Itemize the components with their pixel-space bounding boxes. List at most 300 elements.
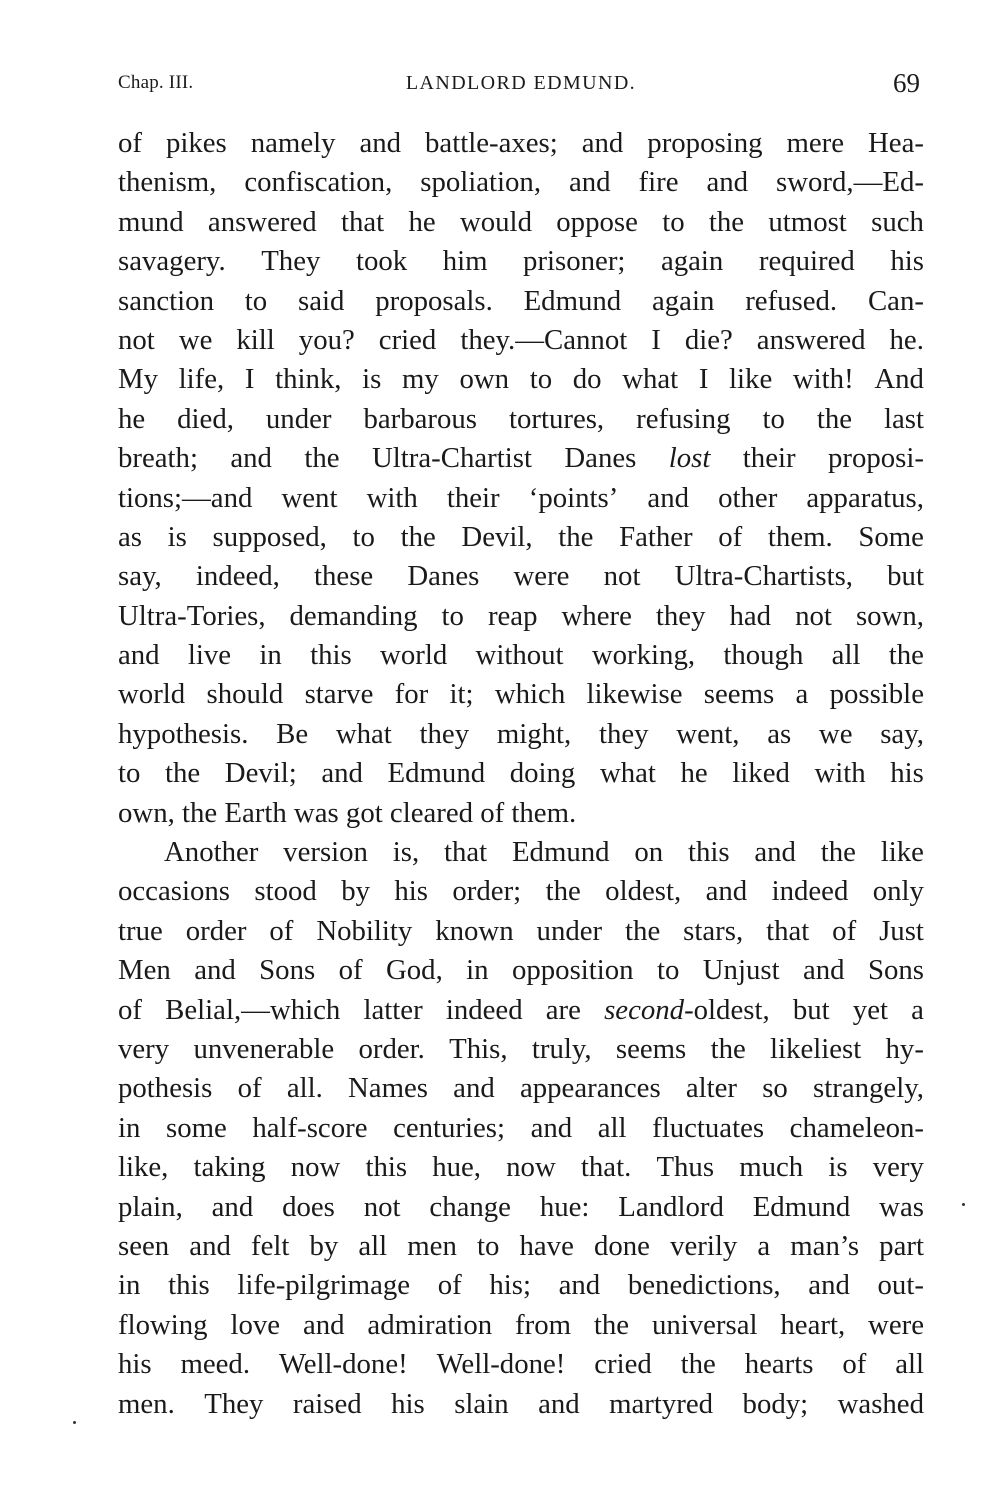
word: slain	[454, 1387, 509, 1420]
word: you?	[298, 323, 355, 356]
word: their	[742, 442, 796, 475]
word: fluctuates	[652, 1111, 765, 1144]
word: that	[766, 914, 810, 947]
word: hue:	[539, 1190, 590, 1223]
word: die?	[684, 323, 733, 356]
word: to	[244, 284, 268, 317]
word: Well-done!	[278, 1348, 408, 1381]
text-line	[118, 794, 924, 833]
word: him	[442, 245, 488, 278]
text-line	[118, 1069, 924, 1108]
word: barbarous	[363, 402, 477, 435]
word: the	[400, 520, 436, 553]
word: tortures,	[508, 402, 605, 435]
word: was	[879, 1190, 924, 1223]
word: would	[459, 205, 532, 238]
word: went	[281, 481, 338, 514]
word: Ultra-Tories,	[118, 599, 266, 632]
word: Some	[858, 520, 924, 553]
word: Can-	[867, 284, 924, 317]
word: Ultra-Chartists,	[674, 560, 853, 593]
word: again	[660, 245, 724, 278]
word: all.	[286, 1072, 323, 1105]
word: they	[419, 717, 470, 750]
word: occasions	[118, 875, 230, 908]
word: utmost	[768, 205, 847, 238]
chapter-label: Chap. III.	[118, 72, 194, 93]
text-line	[118, 833, 924, 872]
word: this	[310, 639, 352, 672]
text-line	[118, 1148, 924, 1187]
word: in	[259, 639, 282, 672]
word: own	[459, 363, 510, 396]
word: order;	[452, 875, 522, 908]
word: these	[314, 560, 374, 593]
word: the	[820, 836, 856, 869]
word: likewise	[586, 678, 683, 711]
word: to	[118, 757, 141, 790]
body-text	[118, 124, 924, 1424]
word: with	[814, 757, 866, 790]
word: and	[581, 127, 624, 159]
word: the	[165, 757, 201, 790]
word: in	[118, 1111, 141, 1144]
word: My	[118, 363, 159, 396]
word: by	[309, 1229, 339, 1262]
text-line	[118, 360, 924, 399]
word: battle-axes;	[425, 127, 558, 159]
word: should	[206, 678, 284, 711]
word: world	[118, 678, 186, 711]
word: only	[872, 875, 924, 908]
word: the	[304, 442, 340, 475]
word: under	[265, 402, 332, 435]
word: like	[880, 836, 924, 869]
word: such	[871, 205, 924, 238]
word: their	[446, 481, 500, 514]
word: the	[710, 1032, 746, 1065]
text-line	[118, 282, 924, 321]
word: Edmund	[387, 757, 486, 790]
word: I	[244, 363, 255, 396]
word: oldest,	[605, 875, 682, 908]
word: other	[718, 481, 778, 514]
word: centuries;	[393, 1111, 506, 1144]
text-line	[118, 597, 924, 636]
word: taking	[193, 1151, 266, 1184]
word: and	[194, 954, 236, 987]
word: much	[739, 1151, 804, 1184]
word: without	[475, 639, 564, 672]
word: felt	[250, 1229, 290, 1262]
word: of	[118, 993, 142, 1026]
word: change	[429, 1190, 511, 1223]
word: again	[652, 284, 715, 317]
line-text: own, the Earth was got cleared of them.	[118, 796, 577, 829]
word: Names	[348, 1072, 428, 1105]
word: likeliest	[770, 1032, 862, 1065]
word: stars,	[683, 914, 744, 947]
word: where	[561, 599, 632, 632]
word: like,	[118, 1151, 169, 1184]
word: of	[118, 127, 142, 159]
word: and	[538, 1387, 580, 1420]
word: the	[558, 520, 594, 553]
text-line	[118, 400, 924, 439]
word: by	[341, 875, 370, 908]
word: he	[408, 205, 436, 238]
word: required	[758, 245, 855, 278]
word: for	[394, 678, 429, 711]
word: fire	[638, 166, 679, 199]
word: is	[167, 520, 187, 553]
word: of	[269, 914, 294, 947]
word: prisoner;	[523, 245, 626, 278]
italic-word: second	[604, 993, 685, 1026]
word: love	[230, 1308, 281, 1341]
word: Unjust	[702, 954, 780, 987]
word: refusing	[636, 402, 731, 435]
word: strangely,	[813, 1072, 924, 1105]
word: admiration	[367, 1308, 493, 1341]
word: supposed,	[212, 520, 327, 553]
word: to	[352, 520, 375, 553]
word: chameleon-	[789, 1111, 924, 1144]
word: of	[237, 1072, 262, 1105]
word: this	[687, 836, 730, 869]
word: Be	[276, 717, 309, 750]
word: a	[757, 1229, 771, 1262]
word: the	[888, 639, 924, 672]
word: and	[808, 1269, 850, 1302]
word: is,	[392, 836, 420, 869]
word: have	[519, 1229, 574, 1262]
word: This,	[449, 1032, 508, 1065]
word: what	[335, 717, 392, 750]
word: ‘points’	[528, 481, 619, 514]
word: breath;	[118, 442, 198, 475]
word: cried	[594, 1348, 652, 1381]
word: hypothesis.	[118, 717, 249, 750]
word: to	[441, 599, 464, 632]
word: unvenerable	[193, 1032, 335, 1065]
italic-word: lost	[668, 442, 711, 475]
word: order	[185, 914, 247, 947]
word: that	[443, 836, 488, 869]
word: all	[831, 639, 861, 672]
word: had	[729, 599, 772, 632]
word: Edmund	[752, 1190, 851, 1223]
word: with!	[792, 363, 854, 396]
word: Sons	[259, 954, 316, 987]
word: flowing	[118, 1308, 208, 1341]
word: plain,	[118, 1190, 183, 1223]
word: mund	[118, 205, 184, 238]
word: half-score	[252, 1111, 368, 1144]
word: so	[762, 1072, 788, 1105]
word: God,	[385, 954, 443, 987]
text-line	[118, 1227, 924, 1266]
word: his	[890, 757, 924, 790]
word: body;	[742, 1387, 809, 1420]
word: to	[476, 1229, 500, 1262]
margin-speck	[73, 1421, 76, 1424]
word: hearts	[744, 1348, 814, 1381]
word: the	[625, 914, 661, 947]
word: the	[680, 1348, 716, 1381]
word: as	[767, 717, 792, 750]
word: sown,	[855, 599, 924, 632]
word: and	[302, 1308, 345, 1341]
text-line	[118, 203, 924, 242]
word: men	[407, 1229, 457, 1262]
word: took	[355, 245, 408, 278]
word	[669, 439, 711, 478]
word: do	[572, 363, 602, 396]
word: And	[874, 363, 924, 396]
word: though	[723, 639, 804, 672]
word: not	[118, 323, 155, 356]
word: might,	[496, 717, 572, 750]
word: my	[402, 363, 439, 396]
word: confiscation,	[244, 166, 393, 199]
word: Devil;	[224, 757, 297, 790]
word: proposing	[647, 127, 763, 159]
word: working,	[591, 639, 696, 672]
word: to	[656, 954, 680, 987]
text-line	[118, 754, 924, 793]
page-number: 69	[893, 68, 920, 98]
word: and	[802, 954, 845, 987]
word: demanding	[289, 599, 418, 632]
word: are	[545, 993, 581, 1026]
word: opposition	[511, 954, 634, 987]
word: his	[391, 1387, 425, 1420]
word: man’s	[790, 1229, 860, 1262]
word: verily	[670, 1229, 738, 1262]
word: indeed	[771, 875, 849, 908]
word: we	[178, 323, 213, 356]
word: does	[282, 1190, 335, 1223]
word: what	[599, 757, 656, 790]
word: under	[536, 914, 603, 947]
word: pikes	[165, 127, 227, 159]
text-line	[118, 636, 924, 675]
text-line	[118, 951, 924, 990]
word: thenism,	[118, 166, 217, 199]
word: pothesis	[118, 1072, 213, 1105]
word: that.	[580, 1151, 632, 1184]
word: and	[359, 127, 402, 159]
word: all	[597, 1111, 627, 1144]
word: we	[818, 717, 853, 750]
word: seems	[615, 1032, 687, 1065]
word: he.	[889, 323, 924, 356]
word: now	[506, 1151, 556, 1184]
text-line	[118, 1385, 924, 1424]
word: some	[165, 1111, 227, 1144]
running-head	[118, 70, 924, 104]
word: now	[290, 1151, 341, 1184]
word: think,	[275, 363, 342, 396]
word: of	[437, 1269, 462, 1302]
text-line	[118, 124, 924, 163]
word: of	[338, 954, 363, 987]
text-line	[118, 439, 924, 478]
word: refused.	[745, 284, 838, 317]
word: to	[762, 402, 785, 435]
text-line	[118, 1345, 924, 1384]
word: indeed	[445, 993, 523, 1026]
word: Danes	[407, 560, 480, 593]
word: latter	[363, 993, 423, 1026]
word: second-oldest,	[604, 993, 770, 1026]
margin-speck	[962, 1203, 965, 1206]
word: not	[363, 1190, 401, 1223]
word: martyred	[609, 1387, 714, 1420]
word: like	[729, 363, 773, 396]
word: Sons	[867, 954, 924, 987]
word: were	[513, 560, 570, 593]
text-line	[118, 872, 924, 911]
word: world	[380, 639, 448, 672]
word: in	[466, 954, 489, 987]
word: spoliation,	[420, 166, 542, 199]
word: not	[795, 599, 832, 632]
word: done	[593, 1229, 650, 1262]
word: mere	[786, 127, 845, 159]
word: cried	[378, 323, 437, 356]
text-line	[118, 912, 924, 951]
text-line	[118, 1188, 924, 1227]
word: reap	[487, 599, 538, 632]
word: Another	[164, 836, 259, 869]
word: and	[230, 442, 272, 475]
word: all	[358, 1229, 388, 1262]
word: alter	[685, 1072, 738, 1105]
word: it;	[449, 678, 474, 711]
word: and	[453, 1072, 495, 1105]
word: of	[718, 520, 743, 553]
word: the	[593, 1308, 630, 1341]
word: Edmund	[511, 836, 610, 869]
word: seems	[703, 678, 775, 711]
word: seen	[118, 1229, 170, 1262]
text-line	[118, 1266, 924, 1305]
word: died,	[177, 402, 234, 435]
word: he	[118, 402, 146, 435]
text-line	[118, 479, 924, 518]
word: very	[872, 1151, 924, 1184]
word: truly,	[531, 1032, 592, 1065]
word: his;	[489, 1269, 531, 1302]
word: they	[655, 599, 706, 632]
word: Landlord	[618, 1190, 724, 1223]
text-line	[118, 242, 924, 281]
word: went,	[676, 717, 740, 750]
word: Just	[879, 914, 924, 947]
word: say,	[880, 717, 924, 750]
word: but	[792, 993, 830, 1026]
word: apparatus,	[806, 481, 924, 514]
word: true	[118, 914, 163, 947]
word: in	[118, 1269, 141, 1302]
word: answered	[756, 323, 866, 356]
word: stood	[254, 875, 317, 908]
word: I	[698, 363, 709, 396]
text-line	[118, 1030, 924, 1069]
word: indeed,	[195, 560, 280, 593]
word: They	[261, 245, 321, 278]
word: as	[118, 520, 142, 553]
word: and	[189, 1229, 231, 1262]
word: life,	[178, 363, 225, 396]
word: answered	[207, 205, 317, 238]
word: his	[394, 875, 428, 908]
word: order.	[358, 1032, 425, 1065]
word: a	[795, 678, 809, 711]
word: Belial,—which	[165, 993, 341, 1026]
word: appearances	[519, 1072, 661, 1105]
word: a	[911, 993, 924, 1026]
word: last	[883, 402, 924, 435]
word: they.—Cannot	[460, 323, 628, 356]
text-line	[118, 1306, 924, 1345]
word: his	[890, 245, 924, 278]
word: the	[708, 205, 745, 238]
word: Ultra-Chartist	[372, 442, 532, 475]
word: known	[435, 914, 514, 947]
word: Danes	[564, 442, 637, 475]
word: that	[340, 205, 385, 238]
word: doing	[509, 757, 576, 790]
word: of	[832, 914, 857, 947]
word: this	[168, 1269, 210, 1302]
word: and	[568, 166, 611, 199]
word: but	[887, 560, 924, 593]
word: Well-done!	[436, 1348, 566, 1381]
running-title: LANDLORD EDMUND.	[405, 72, 637, 94]
word: the	[545, 875, 581, 908]
word: version	[283, 836, 368, 869]
word: is	[828, 1151, 848, 1184]
word: and	[706, 166, 749, 199]
text-line	[118, 715, 924, 754]
word: liked	[732, 757, 790, 790]
word: savagery.	[118, 245, 226, 278]
word: namely	[250, 127, 336, 159]
word: life-pilgrimage	[237, 1269, 411, 1302]
word: sanction	[118, 284, 214, 317]
word: kill	[236, 323, 275, 356]
word: I	[651, 323, 661, 356]
text-line	[118, 163, 924, 202]
word: and	[754, 836, 796, 869]
word: They	[204, 1387, 264, 1420]
word: what	[622, 363, 679, 396]
word: his	[118, 1348, 152, 1381]
word: not	[603, 560, 641, 593]
word: starve	[304, 678, 374, 711]
word: oppose	[556, 205, 638, 238]
word: on	[634, 836, 664, 869]
word: said	[298, 284, 345, 317]
word: yet	[852, 993, 888, 1026]
word: very	[118, 1032, 170, 1065]
word: Hea-	[868, 127, 924, 159]
word: out-	[877, 1269, 924, 1302]
word: and	[321, 757, 363, 790]
